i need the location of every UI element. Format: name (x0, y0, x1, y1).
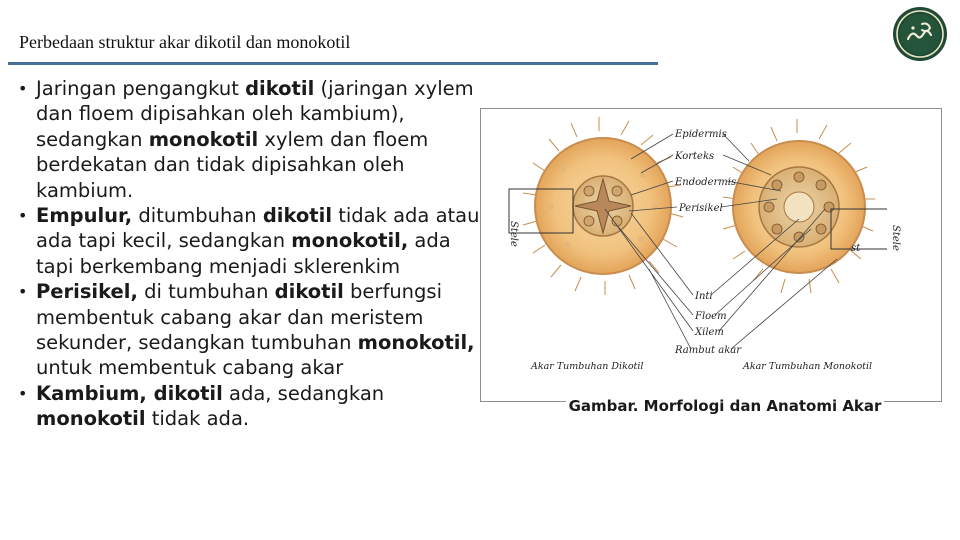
label-inti: Inti (695, 291, 713, 302)
label-korteks: Korteks (675, 151, 715, 162)
bullet-empulur: • Empulur, ditumbuhan dikotil tidak ada atau ada tapi kecil, sedangkan monokotil, ada tapi berkembang menjadi sklerenkim (18, 203, 480, 279)
label-rambut-akar: Rambut akar (675, 345, 742, 356)
university-logo-icon (892, 6, 948, 62)
label-epidermis: Epidermis (675, 129, 727, 140)
root-anatomy-figure (480, 108, 942, 402)
label-stele-left: Stele (508, 221, 519, 247)
label-perisikel: Perisikel (679, 203, 723, 214)
bullet-jaringan-pengangkut: • Jaringan pengangkut dikotil (jaringan xylem dan floem dipisahkan oleh kambium), sedangkan monokotil xylem dan floem berdekatan dan tidak dipisahkan oleh kambium. (18, 76, 480, 203)
label-xilem: Xilem (695, 327, 724, 338)
label-akar-dikotil: Akar Tumbuhan Dikotil (531, 361, 644, 372)
bullet-kambium: • Kambium, dikotil ada, sedangkan monokotil tidak ada. (18, 381, 480, 432)
bullet-list (18, 76, 480, 432)
label-stele-right: Stele (890, 225, 901, 251)
figure-caption: Gambar. Morfologi dan Anatomi Akar (566, 394, 884, 416)
label-akar-monokotil: Akar Tumbuhan Monokotil (743, 361, 873, 372)
label-floem: Floem (695, 311, 727, 322)
dicot-root-cross-section (523, 117, 683, 295)
bullet-perisikel: • Perisikel, di tumbuhan dikotil berfungsi membentuk cabang akar dan meristem sekunder, sedangkan tumbuhan monokotil, untuk membentuk cabang akar (18, 279, 480, 381)
label-endodermis: Endodermis (675, 177, 737, 188)
monocot-root-cross-section (723, 119, 875, 293)
root-cross-section-illustration (481, 109, 942, 402)
label-st-mark: st (851, 243, 861, 254)
title-underline (8, 62, 658, 65)
slide-title: Perbedaan struktur akar dikotil dan monokotil (19, 32, 351, 52)
